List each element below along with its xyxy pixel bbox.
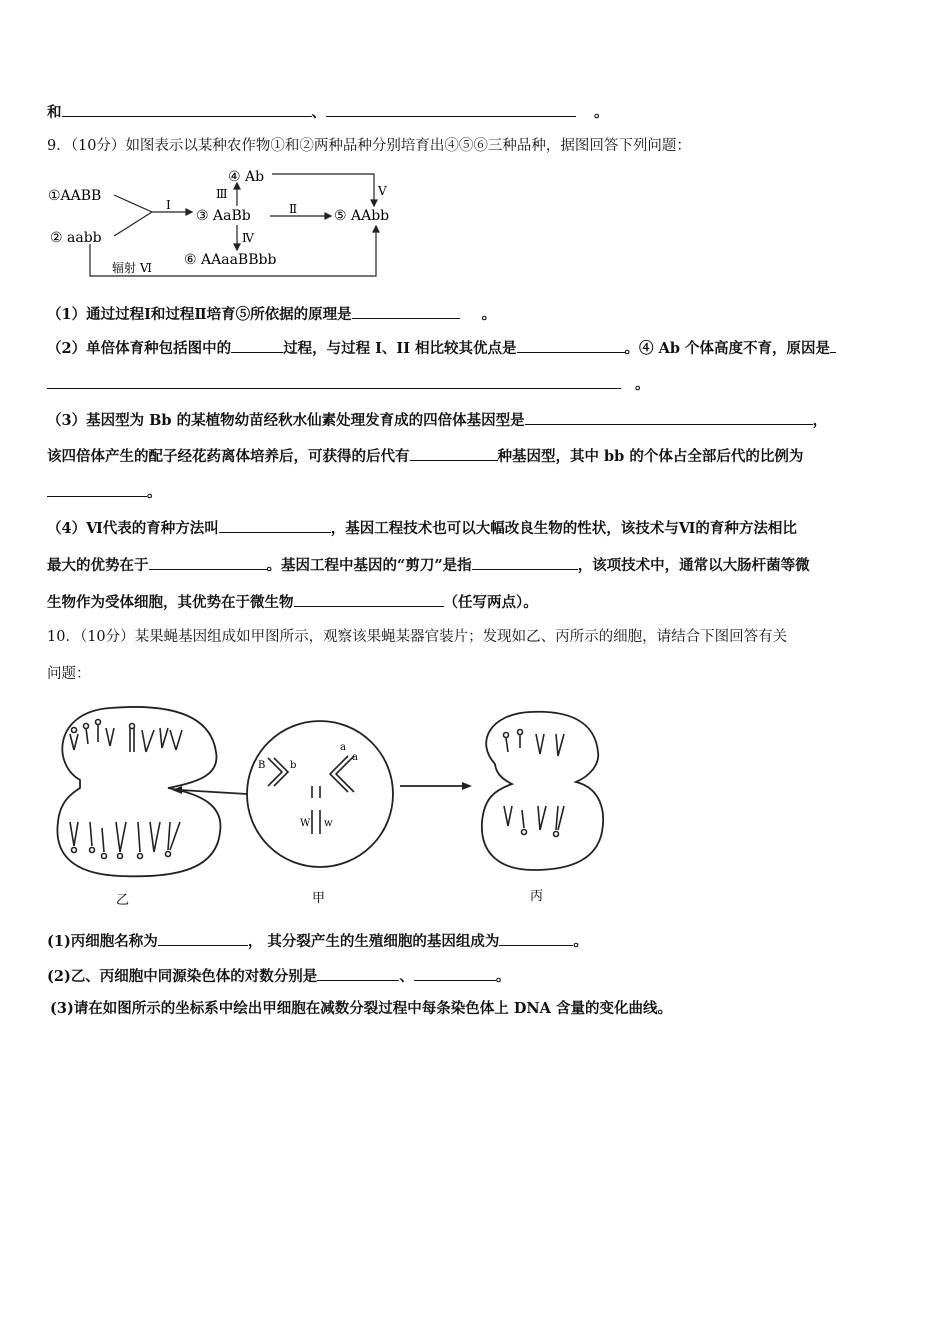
label-yi: 乙 bbox=[116, 893, 130, 908]
q9-sub3-line3 bbox=[47, 482, 162, 503]
q10-stem-text-b: 问题： bbox=[47, 666, 91, 682]
q9-score: （10分） bbox=[70, 138, 126, 154]
diagram-node-4: ④ Ab bbox=[228, 169, 265, 185]
q9-sub2-text-c: 。④ Ab 个体高度不育，原因是 bbox=[624, 340, 831, 357]
gene-label-a-2: a bbox=[352, 752, 358, 763]
q9-sub3-text-c: 该四倍体产生的配子经花药离体培养后，可获得的后代有 bbox=[47, 448, 410, 465]
q10-cell-figure bbox=[50, 702, 610, 912]
diagram-node-3: ③ AaBb bbox=[196, 208, 251, 224]
q9-sub3 bbox=[47, 410, 827, 431]
q9-breeding-diagram bbox=[44, 162, 424, 284]
q10-sub2-text-a: (2)乙、丙细胞中同源染色体的对数分别是 bbox=[47, 968, 318, 985]
q9-sub4-text-f: 生物作为受体细胞，其优势在于微生物 bbox=[47, 594, 294, 611]
q9-sub4 bbox=[47, 518, 797, 539]
q9-sub1-text: （1）通过过程Ⅰ和过程Ⅱ培育⑤所依据的原理是 bbox=[47, 306, 352, 323]
q10-sub1-text-b: ， 其分裂产生的生殖细胞的基因组成为 bbox=[247, 933, 500, 950]
q9-sub2-blank-1[interactable] bbox=[231, 338, 283, 353]
q10-sub2-blank-1[interactable] bbox=[317, 966, 399, 981]
diagram-node-6: ⑥ AAaaBBbb bbox=[184, 252, 277, 268]
arrow-to-bing-icon bbox=[462, 782, 472, 790]
q10-sub2-end: 。 bbox=[495, 968, 511, 985]
gene-label-b: b bbox=[290, 760, 297, 771]
diagram-label-ii: Ⅱ bbox=[289, 202, 298, 216]
q9-sub2-text-b: 过程，与过程 I、II 相比较其优点是 bbox=[283, 340, 517, 357]
diagram-label-v: Ⅴ bbox=[378, 184, 387, 198]
q10-sub1-blank-1[interactable] bbox=[158, 931, 248, 946]
q10-stem-line2 bbox=[47, 664, 91, 684]
q10-sub1 bbox=[47, 931, 588, 952]
gene-label-W: W bbox=[300, 818, 311, 829]
diagram-label-iv: Ⅳ bbox=[242, 231, 254, 245]
bing-cell-outline bbox=[482, 712, 603, 870]
gene-label-B: B bbox=[258, 760, 266, 771]
q9-sub3-blank-2[interactable] bbox=[410, 446, 498, 461]
q9-sub2-blank-2[interactable] bbox=[517, 338, 625, 353]
q9-sub4-blank-3[interactable] bbox=[472, 555, 578, 570]
q9-sub2-blank-3b[interactable] bbox=[47, 374, 621, 389]
q10-number: 10． bbox=[47, 629, 80, 645]
q10-stem-text-a: 某果蝇基因组成如甲图所示，观察该果蝇某器官装片；发现如乙、丙所示的细胞，请结合下图回答有关 bbox=[134, 629, 788, 645]
q8-blank-2[interactable] bbox=[326, 102, 576, 117]
q9-sub4-line2 bbox=[47, 555, 810, 576]
q9-sub1 bbox=[47, 304, 496, 325]
q9-sub2 bbox=[47, 338, 836, 359]
q9-sub2-end: 。 bbox=[635, 376, 650, 393]
gene-label-w: w bbox=[324, 818, 333, 829]
gene-label-a-1: a bbox=[340, 742, 346, 753]
diagram-label-iii: Ⅲ bbox=[216, 187, 228, 201]
diagram-node-1: ①AABB bbox=[48, 188, 102, 204]
q10-sub2-blank-2[interactable] bbox=[414, 966, 496, 981]
yi-chromosomes-top bbox=[70, 720, 182, 753]
q9-stem-text: 如图表示以某种农作物①和②两种品种分别培育出④⑤⑥三种品种，据图回答下列问题： bbox=[125, 138, 691, 154]
q9-sub4-line3 bbox=[47, 592, 538, 613]
diagram-node-5: ⑤ AAbb bbox=[334, 208, 390, 224]
bing-chromosomes bbox=[504, 730, 565, 837]
q9-sub2-cont bbox=[47, 374, 650, 395]
q10-sub1-text-a: (1)丙细胞名称为 bbox=[47, 933, 158, 950]
q10-sub1-blank-2[interactable] bbox=[499, 931, 573, 946]
q10-score: （10分） bbox=[79, 629, 135, 645]
diagram-node-2: ② aabb bbox=[50, 230, 102, 246]
q9-sub1-end: 。 bbox=[481, 306, 497, 323]
jia-chromosomes bbox=[268, 756, 354, 834]
q9-sub4-blank-4[interactable] bbox=[294, 592, 444, 607]
q9-number: 9． bbox=[47, 138, 71, 154]
q9-sub3-blank-1[interactable] bbox=[525, 410, 813, 425]
q9-sub4-blank-1[interactable] bbox=[219, 518, 331, 533]
q9-sub2-text-a: （2）单倍体育种包括图中的 bbox=[47, 340, 232, 357]
q9-sub4-text-b: ，基因工程技术也可以大幅改良生物的性状，该技术与Ⅵ的育种方法相比 bbox=[330, 520, 797, 537]
q9-sub4-text-e: ，该项技术中，通常以大肠杆菌等微 bbox=[577, 557, 810, 574]
q8-end: 。 bbox=[594, 104, 609, 121]
q9-sub2-blank-3a[interactable] bbox=[830, 338, 836, 353]
q9-sub3-text-d: 种基因型，其中 bb 的个体占全部后代的比例为 bbox=[497, 448, 804, 465]
q9-sub3-blank-3[interactable] bbox=[47, 482, 147, 497]
q10-sub2 bbox=[47, 966, 510, 987]
q8-answer-line bbox=[47, 102, 609, 123]
q9-stem bbox=[47, 136, 691, 156]
q9-sub4-text-g: （任写两点）。 bbox=[443, 594, 538, 611]
q8-he-text: 和 bbox=[47, 104, 62, 121]
q9-sub3-end: 。 bbox=[147, 484, 162, 501]
q9-sub4-text-a: （4）Ⅵ代表的育种方法叫 bbox=[47, 520, 219, 537]
q9-sub4-text-c: 最大的优势在于 bbox=[47, 557, 149, 574]
diagram-label-vi: 辐射 Ⅵ bbox=[112, 261, 152, 275]
q9-sub3-text-a: （3）基因型为 Bb 的某植物幼苗经秋水仙素处理发育成的四倍体基因型是 bbox=[47, 412, 525, 429]
q9-sub4-text-d: 。基因工程中基因的“剪刀”是指 bbox=[266, 557, 472, 574]
yi-chromosomes-bottom bbox=[70, 822, 180, 859]
label-bing: 丙 bbox=[530, 889, 544, 904]
q8-blank-1[interactable] bbox=[62, 102, 312, 117]
q10-stem bbox=[47, 627, 787, 647]
q8-separator: 、 bbox=[311, 104, 326, 121]
diagram-label-i: Ⅰ bbox=[166, 198, 171, 212]
q10-sub3 bbox=[50, 999, 672, 1019]
q9-sub3-line2 bbox=[47, 446, 803, 467]
q9-sub1-blank[interactable] bbox=[352, 304, 460, 319]
q9-sub3-comma: ， bbox=[812, 412, 828, 429]
q9-sub4-blank-2[interactable] bbox=[149, 555, 267, 570]
q10-sub3-text: (3)请在如图所示的坐标系中绘出甲细胞在减数分裂过程中每条染色体上 DNA 含量的变化曲线。 bbox=[50, 1000, 672, 1017]
q10-sub1-end: 。 bbox=[573, 933, 588, 950]
q10-sub2-separator: 、 bbox=[399, 968, 414, 985]
label-jia: 甲 bbox=[312, 891, 326, 906]
